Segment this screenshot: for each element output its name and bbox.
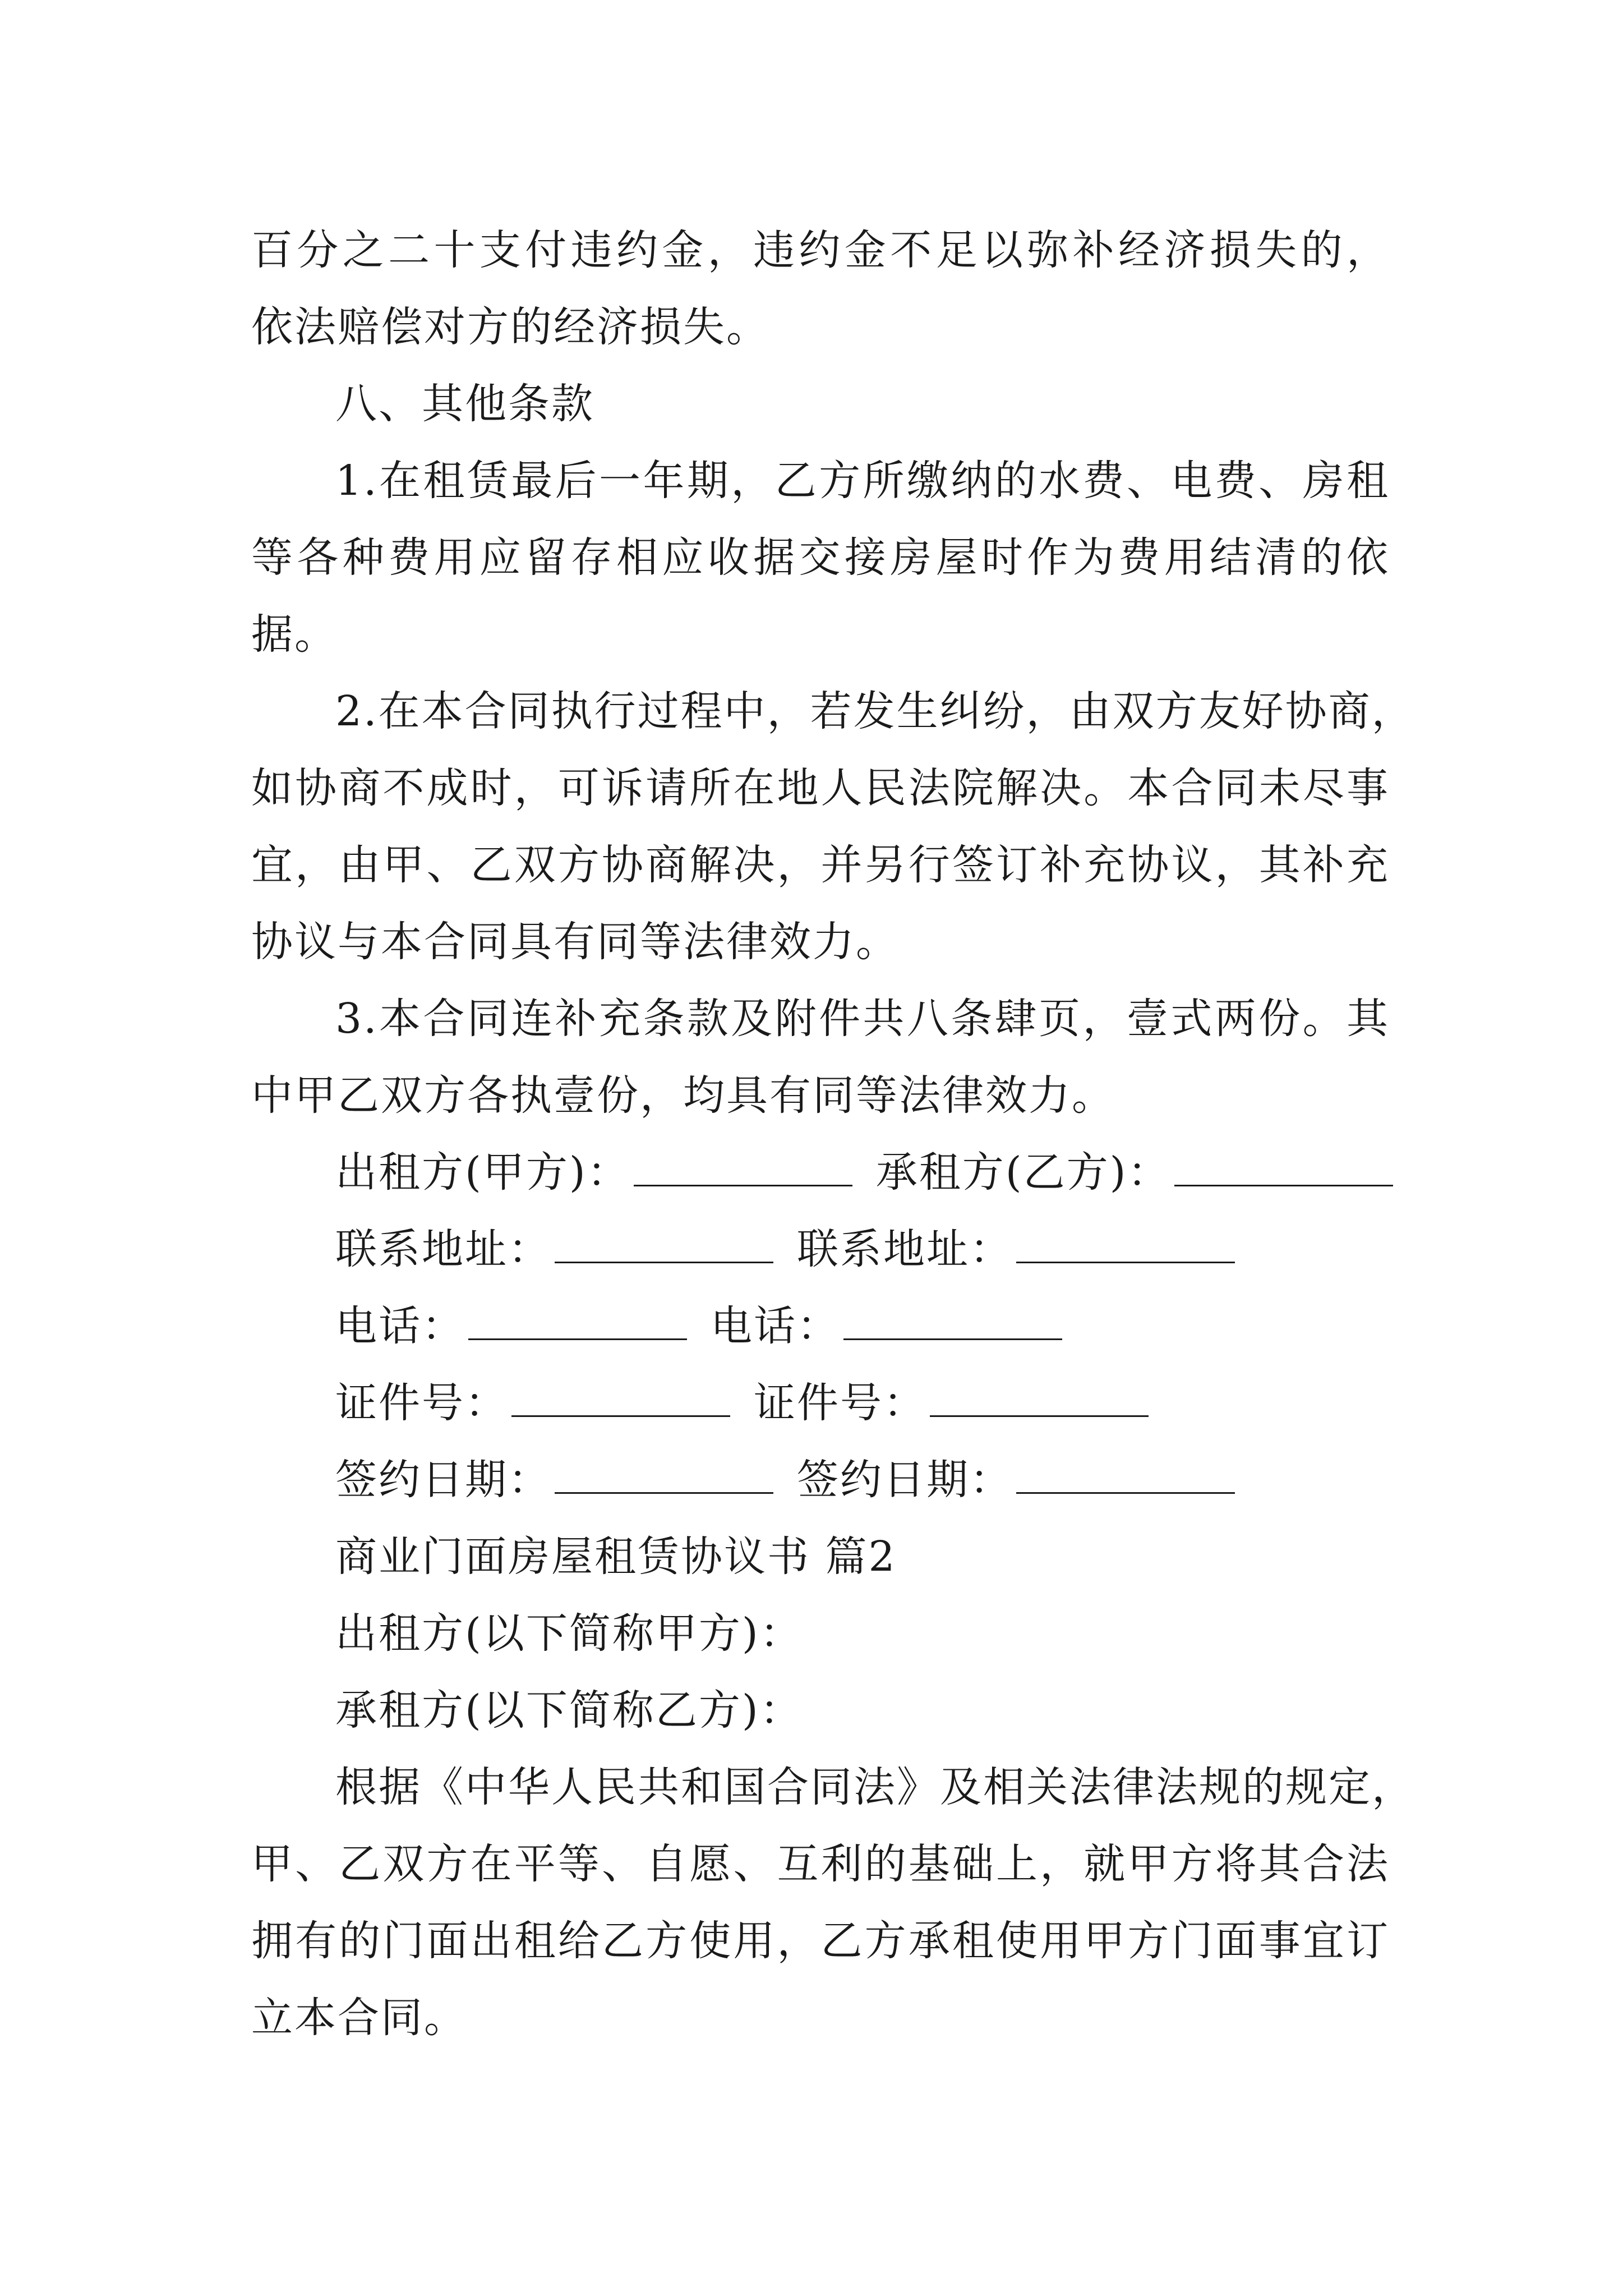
clause-1-line: 1.在租赁最后一年期，乙方所缴纳的水费、电费、房租: [335, 457, 1390, 505]
text-line: 依法赔偿对方的经济损失。: [251, 303, 769, 351]
id-label: 证件号：: [335, 1379, 508, 1427]
signature-row-id: [251, 1365, 1390, 1442]
id-label: 证件号：: [754, 1379, 926, 1427]
part2-intro-line: 甲、乙双方在平等、自愿、互利的基础上，就甲方将其合法: [251, 1840, 1390, 1888]
date-blank: [1016, 1458, 1235, 1494]
clause-1-line: 据。: [251, 610, 338, 659]
clause-2-line: 如协商不成时，可诉请所在地人民法院解决。本合同未尽事: [251, 764, 1390, 812]
clause-3-line: 3.本合同连补充条款及附件共八条肆页，壹式两份。其: [335, 995, 1390, 1043]
date-label: 签约日期：: [797, 1456, 1013, 1504]
signature-row-address: [251, 1211, 1390, 1288]
signature-row-date: [251, 1442, 1390, 1519]
text-line: 百分之二十支付违约金，违约金不足以弥补经济损失的，: [251, 226, 1390, 274]
phone-blank: [468, 1305, 687, 1340]
id-blank: [511, 1382, 730, 1417]
clause-3-line: 中甲乙双方各执壹份，均具有同等法律效力。: [251, 1071, 1115, 1120]
part2-title: 商业门面房屋租赁协议书 篇2: [335, 1533, 897, 1581]
signature-row-parties: [251, 1134, 1390, 1211]
phone-blank: [843, 1305, 1062, 1340]
address-label: 联系地址：: [335, 1225, 551, 1273]
lessor-blank: [634, 1151, 852, 1186]
lessee-label: 承租方(乙方)：: [875, 1148, 1171, 1197]
clause-1-line: 等各种费用应留存相应收据交接房屋时作为费用结清的依: [251, 533, 1390, 582]
lessor-label: 出租方(甲方)：: [335, 1148, 630, 1197]
phone-label: 电话：: [711, 1302, 840, 1350]
part2-lessor: 出租方(以下简称甲方)：: [335, 1609, 803, 1658]
id-blank: [930, 1382, 1149, 1417]
section-heading: 八、其他条款: [335, 380, 594, 428]
part2-lessee: 承租方(以下简称乙方)：: [335, 1686, 803, 1734]
document-page: [251, 212, 1415, 2056]
lessee-blank: [1174, 1151, 1393, 1186]
signature-row-phone: [251, 1288, 1390, 1365]
part2-intro-line: 拥有的门面出租给乙方使用，乙方承租使用甲方门面事宜订: [251, 1917, 1390, 1965]
address-label: 联系地址：: [797, 1225, 1013, 1273]
date-label: 签约日期：: [335, 1456, 551, 1504]
address-blank: [1016, 1228, 1235, 1263]
date-blank: [555, 1458, 773, 1494]
clause-2-line: 2.在本合同执行过程中，若发生纠纷，由双方友好协商，: [335, 687, 1415, 735]
phone-label: 电话：: [335, 1302, 465, 1350]
part2-intro-line: 立本合同。: [251, 1994, 467, 2042]
part2-intro-line: 根据《中华人民共和国合同法》及相关法律法规的规定，: [335, 1763, 1415, 1811]
clause-2-line: 宜，由甲、乙双方协商解决，并另行签订补充协议，其补充: [251, 841, 1390, 889]
address-blank: [555, 1228, 773, 1263]
clause-2-line: 协议与本合同具有同等法律效力。: [251, 918, 899, 966]
